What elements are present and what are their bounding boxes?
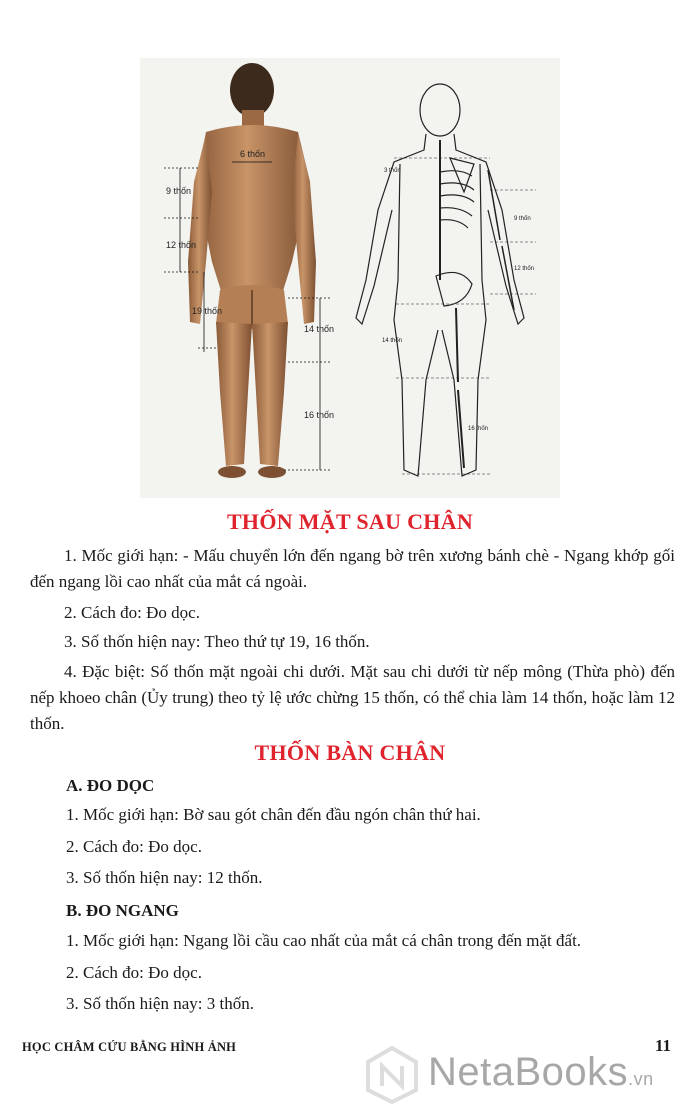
label-12-thon: 12 thốn [166, 240, 197, 250]
do-doc-item1: 1. Mốc giới hạn: Bờ sau gót chân đến đầu ngón chân thứ hai. [66, 805, 481, 824]
label-9-thon: 9 thốn [166, 186, 192, 196]
diagram-label-9-thon: 9 thốn [514, 216, 531, 222]
do-ngang-item2: 2. Cách đo: Đo dọc. [66, 963, 202, 982]
section1-item2: 2. Cách đo: Đo dọc. [64, 603, 200, 622]
do-doc-item3: 3. Số thốn hiện nay: 12 thốn. [66, 868, 263, 887]
diagram-label-14-thon: 14 thốn [382, 338, 403, 344]
do-ngang-item1: 1. Mốc giới hạn: Ngang lồi cầu cao nhất của mắt cá chân trong đến mặt đất. [66, 931, 582, 950]
back-view-skeleton-diagram [340, 80, 540, 490]
subheading-do-ngang: B. ĐO NGANG [66, 901, 179, 920]
diagram-label-12-thon: 12 thốn [514, 266, 535, 272]
label-16-thon: 16 thốn [304, 410, 335, 420]
back-view-photo-figure [160, 62, 340, 492]
section-title-ban-chan: THỐN BÀN CHÂN [254, 740, 446, 765]
do-doc-item2: 2. Cách đo: Đo dọc. [66, 837, 202, 856]
diagram-label-16-thon: 16 thốn [468, 426, 489, 432]
section1-item3: 3. Số thốn hiện nay: Theo thứ tự 19, 16 thốn. [64, 632, 370, 651]
watermark-brand [428, 1050, 654, 1095]
do-ngang-item3: 3. Số thốn hiện nay: 3 thốn. [66, 994, 254, 1013]
book-title-footer: HỌC CHÂM CỨU BẰNG HÌNH ẢNH [22, 1040, 237, 1054]
watermark-suffix: .vn [628, 1069, 654, 1089]
page-number: 11 [655, 1036, 672, 1055]
subheading-do-doc: A. ĐO DỌC [66, 776, 155, 795]
section-title-mat-sau-chan: THỐN MẶT SAU CHÂN [226, 509, 474, 534]
label-6-thon: 6 thốn [240, 149, 266, 159]
diagram-label-3-thon: 3 thốn [384, 168, 401, 174]
label-14-thon: 14 thốn [304, 324, 335, 334]
label-19-thon: 19 thốn [192, 306, 223, 316]
watermark-brand-name: NetaBooks [428, 1050, 629, 1094]
section1-item1: 1. Mốc giới hạn: - Mấu chuyển lớn đến ngang bờ trên xương bánh chè - Ngang khớp gối đến ngang lồi cao nhất của mắt cá ngoài. [30, 546, 675, 591]
section1-item4: 4. Đặc biệt: Số thốn mặt ngoài chi dưới. Mặt sau chi dưới từ nếp mông (Thừa phò) đến nếp khoeo chân (Ủy trung) theo tỷ lệ ước chừng 15 thốn, có thể chia làm 14 thốn, hoặc làm 12 thốn. [30, 662, 675, 733]
